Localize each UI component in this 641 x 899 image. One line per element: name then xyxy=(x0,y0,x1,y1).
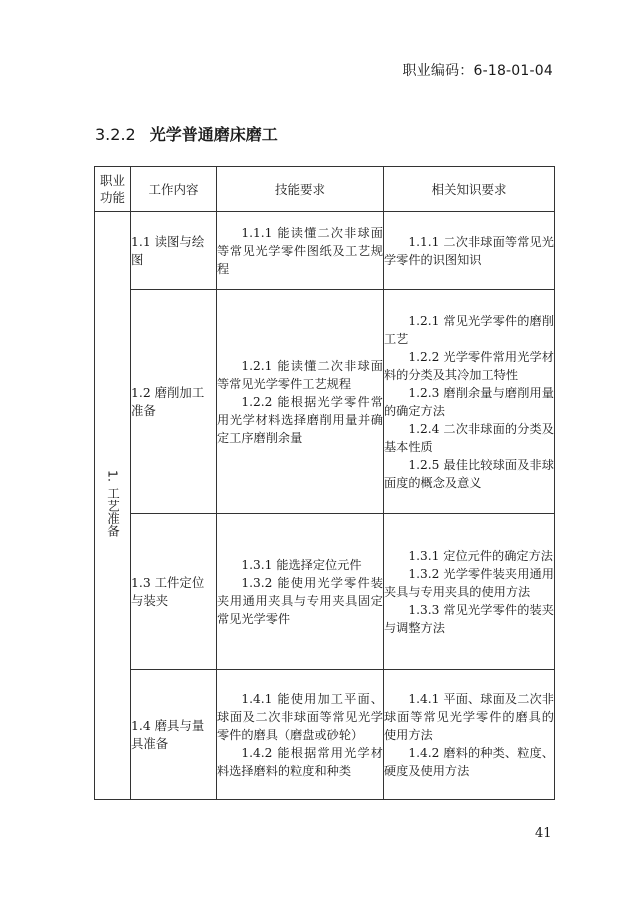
knowledge-requirement-cell xyxy=(384,670,555,800)
knowledge-requirement-cell xyxy=(384,212,555,290)
skill-item: 1.3.2 能使用光学零件装夹用通用夹具与专用夹具固定常见光学零件 xyxy=(217,575,383,626)
column-header-content: 工作内容 xyxy=(131,167,217,212)
column-header-knowledge: 相关知识要求 xyxy=(384,167,555,212)
function-number: 1. xyxy=(105,470,121,482)
table-row xyxy=(95,290,555,514)
skill-requirement-cell xyxy=(217,290,384,514)
knowledge-item: 1.4.2 磨料的种类、粒度、硬度及使用方法 xyxy=(384,745,554,778)
section-number: 3.2.2 xyxy=(95,125,136,144)
column-header-function: 职业功能 xyxy=(95,167,131,212)
knowledge-item: 1.3.2 光学零件装夹用通用夹具与专用夹具的使用方法 xyxy=(384,566,554,599)
skill-requirement-cell xyxy=(217,514,384,670)
work-content-cell: 1.3 工件定位与装夹 xyxy=(131,514,217,670)
function-cell xyxy=(95,212,131,800)
page-number: 41 xyxy=(535,826,552,841)
knowledge-requirement-cell xyxy=(384,514,555,670)
knowledge-item: 1.2.5 最佳比较球面及非球面度的概念及意义 xyxy=(384,457,554,490)
knowledge-item: 1.3.3 常见光学零件的装夹与调整方法 xyxy=(384,602,554,635)
table-row xyxy=(95,670,555,800)
work-content-cell: 1.1 读图与绘图 xyxy=(131,212,217,290)
skill-requirement-cell xyxy=(217,670,384,800)
section-title-text: 光学普通磨床磨工 xyxy=(149,125,278,144)
skill-item: 1.3.1 能选择定位元件 xyxy=(241,557,362,572)
column-header-skills: 技能要求 xyxy=(217,167,384,212)
knowledge-item: 1.3.1 定位元件的确定方法 xyxy=(408,548,553,563)
skill-item: 1.1.1 能读懂二次非球面等常见光学零件图纸及工艺规程 xyxy=(217,225,383,276)
knowledge-item: 1.2.1 常见光学零件的磨削工艺 xyxy=(384,313,554,346)
table-header-row xyxy=(95,167,555,212)
function-name: 工艺准备 xyxy=(105,487,121,537)
knowledge-item: 1.2.2 光学零件常用光学材料的分类及其冷加工特性 xyxy=(384,349,554,382)
table-row xyxy=(95,514,555,670)
knowledge-item: 1.2.4 二次非球面的分类及基本性质 xyxy=(384,421,554,454)
knowledge-item: 1.1.1 二次非球面等常见光学零件的识图知识 xyxy=(384,234,554,267)
occupation-code: 职业编码：6-18-01-04 xyxy=(402,63,553,79)
work-content-cell: 1.4 磨具与量具准备 xyxy=(131,670,217,800)
skill-item: 1.4.1 能使用加工平面、球面及二次非球面等常见光学零件的磨具（磨盘或砂轮） xyxy=(217,691,383,742)
work-content-cell: 1.2 磨削加工准备 xyxy=(131,290,217,514)
section-title xyxy=(95,122,278,145)
knowledge-item: 1.2.3 磨削余量与磨削用量的确定方法 xyxy=(384,385,554,418)
skills-requirements-table xyxy=(94,166,555,800)
skill-item: 1.4.2 能根据常用光学材料选择磨料的粒度和种类 xyxy=(217,745,383,778)
skill-item: 1.2.2 能根据光学零件常用光学材料选择磨削用量并确定工序磨削余量 xyxy=(217,394,383,445)
skill-requirement-cell xyxy=(217,212,384,290)
knowledge-item: 1.4.1 平面、球面及二次非球面等常见光学零件的磨具的使用方法 xyxy=(384,691,554,742)
skill-item: 1.2.1 能读懂二次非球面等常见光学零件工艺规程 xyxy=(217,358,383,391)
table-row xyxy=(95,212,555,290)
knowledge-requirement-cell xyxy=(384,290,555,514)
